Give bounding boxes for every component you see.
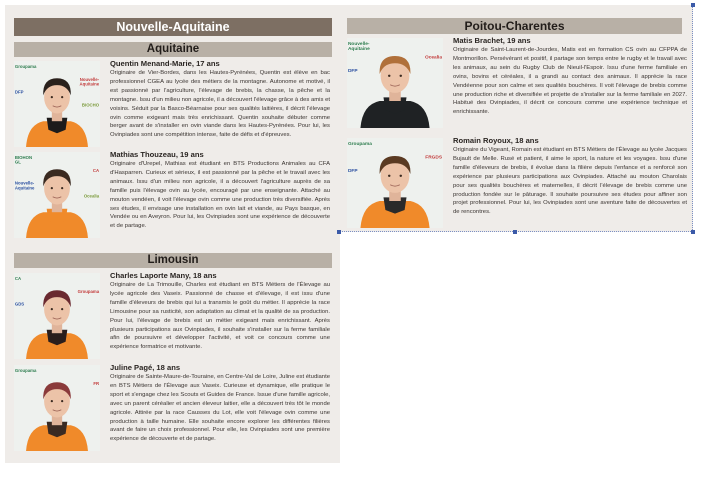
sponsor-logo: BIOHON GL <box>14 154 33 165</box>
portrait-photo <box>14 365 100 451</box>
sponsor-logo: Nouvelle-Aquitaine <box>14 180 35 191</box>
sponsor-logo: CA <box>14 275 22 281</box>
profile-bio: Originaire d'Urepel, Mathias est étudiant en BTS Productions Animales au CFA d'Hasparren. Curieux et sérieux, il est passionné par la pêche et le travail avec les animaux. Issu d'un milieu non agricole, il a découvert l'agriculture auprès de sa famille puis l'élevage ovin au lycée, encouragé par une enseignante. Attaché au mouton vendéen, il voit l'élevage ovin comme une production très diversifiée. Après ses études, il envisage une installation en ovin lait et viande, au Pays basque, en Vendée ou en Aveyron. Pour lui, les Ovinpiades sont une expérience de découverte et de partage. <box>110 161 330 230</box>
resize-handle[interactable] <box>691 3 695 7</box>
profile-bio: Originaire du Vigeant, Romain est étudiant en BTS Métiers de l'Élevage au lycée Jacques Bujault de Melle. Rusé et patient, il aime le sport, la nature et les voyages. Issu d'une famille d'éleveurs de brebis, il évolue dans la filière depuis l'enfance et a renforcé son expérience par plusieurs participations aux Ovinpiades. Attaché au mouton Charolais pour ses qualités bouchères et maternelles, il décrit l'élevage de brebis comme une production fondée sur le pâturage. Il souhaite poursuivre ses études pour affiner son projet professionnel. Pour lui, les Ovinpiades sont une aventure faite de découvertes et de rencontres. <box>453 147 687 216</box>
portrait-photo <box>14 273 100 359</box>
section-header-aquitaine: Aquitaine <box>14 42 332 57</box>
profile-name: Juline Pagé, 18 ans <box>110 363 181 372</box>
portrait-illustration <box>14 61 100 147</box>
profile-bio: Originaire de Vier-Bordes, dans les Hautes-Pyrénées, Quentin est élève en bac professionnel CGEA au lycée des métiers de la montagne. Autonome et motivé, il est passionné par l'agriculture, l'élevage de brebis, la chasse, la pêche et la montagne. Issu d'un milieu non agricole, il a découvert l'élevage grâce à des amis et voisins. Séduit par la Basco-Béarnaise pour ses qualités laitières, il décrit l'élevage ovin comme exigeant mais très enrichissant. Quentin souhaite débuter comme berger avant de s'installer en ovin viande dans les Hautes-Pyrénées. Pour lui, les Ovinpiades sont une compétition intense, faite de défis et d'épreuves. <box>110 70 330 139</box>
resize-handle[interactable] <box>691 230 695 234</box>
sponsor-logo: Groupama <box>77 288 100 294</box>
sponsor-logo: DFP <box>14 89 24 95</box>
resize-handle[interactable] <box>337 230 341 234</box>
sponsor-logo: Groupama <box>14 367 37 373</box>
nouvelle-aquitaine-panel <box>5 5 340 463</box>
section-header-limousin: Limousin <box>14 253 332 268</box>
portrait-illustration <box>14 152 100 238</box>
sponsor-logo: Groupama <box>347 141 372 147</box>
sponsor-logo: DFP <box>347 68 358 74</box>
portrait-illustration <box>14 273 100 359</box>
sponsor-logo: Groupama <box>14 63 37 69</box>
profile-name: Quentin Menand-Marie, 17 ans <box>110 59 220 68</box>
sponsor-logo: FR <box>93 380 100 386</box>
portrait-illustration <box>347 38 443 128</box>
sponsor-logo: Nouvelle-Aquitaine <box>347 41 370 52</box>
profile-name: Mathias Thouzeau, 19 ans <box>110 150 204 159</box>
portrait-photo <box>14 61 100 147</box>
sponsor-logo: Ocealia <box>83 193 100 199</box>
profile-name: Charles Laporte Many, 18 ans <box>110 271 217 280</box>
profile-name: Romain Royoux, 18 ans <box>453 136 539 145</box>
resize-handle[interactable] <box>513 230 517 234</box>
portrait-illustration <box>347 138 443 228</box>
portrait-illustration <box>14 365 100 451</box>
sponsor-logo: Nouvelle-Aquitaine <box>79 76 100 87</box>
sponsor-logo: DFP <box>347 168 358 174</box>
profile-bio: Originaire de Sainte-Maure-de-Touraine, en Centre-Val de Loire, Juline est étudiante en BTS Métiers de l'Élevage aux Vaseix. Curieuse et dynamique, elle pratique le sport et s'engage chez les Scouts et Guides de France. Issue d'une famille agricole, avec un parent céréalier et ancien éleveur laitier, elle a découvert très tôt le monde agricole. Attirée par la race Causses du Lot, elle voit l'élevage ovin comme une production à taille humaine. Elle souhaite encore explorer les différentes filières avant de faire un choix professionnel. Pour elle, les Ovinpiades sont une première expérience de découverte et de partage. <box>110 374 330 443</box>
profile-name: Matis Brachet, 19 ans <box>453 36 531 45</box>
region-header: Nouvelle-Aquitaine <box>14 18 332 36</box>
profile-bio: Originaire de Saint-Laurent-de-Jourdes, Matis est en formation CS ovin au CFPPA de Montmorillon. Persévérant et positif, il partage son temps entre le rugby et le travail avec les animaux, au sein du Rugby Club de Nieuil-l'Espoir. Issu d'une ferme familiale en ovins, bovins et céréales, il a grandi au contact des animaux. Il apprécie la race Vendéenne pour son calme et ses qualités bouchères. Il voit l'élevage de brebis comme une production riche et diversifiée et projette de s'installer sur la ferme familiale en 2027. Habitué des Ovinpiades, il décrit ce concours comme une expérience technique et enrichissante. <box>453 47 687 116</box>
sponsor-logo: Ocealia <box>425 54 443 60</box>
sponsor-logo: BIOCHO <box>81 102 100 108</box>
poitou-charentes-panel[interactable] <box>340 5 693 232</box>
section-header-poitou-charentes: Poitou-Charentes <box>347 18 682 34</box>
portrait-photo <box>347 138 443 228</box>
sponsor-logo: CA <box>92 167 100 173</box>
portrait-photo <box>347 38 443 128</box>
sponsor-logo: FRGDS <box>425 154 443 160</box>
portrait-photo <box>14 152 100 238</box>
sponsor-logo: GDS <box>14 301 25 307</box>
profile-bio: Originaire de La Trimouille, Charles est étudiant en BTS Métiers de l'Élevage au lycée agricole des Vaseix. Passionné de chasse et d'élevage, il est issu d'une famille d'éleveurs de brebis qui lui a transmis le goût du métier. Il apprécie la race Limousine pour sa rusticité, son adaptation au climat et la qualité de sa production. Pour lui, l'élevage de brebis est un métier exigeant mais enrichissant. Après plusieurs participations aux Ovinpiades, il souhaite s'installer sur la ferme familiale afin de poursuivre et développer l'activité, et voit ce concours comme une expérience formatrice et motivante. <box>110 282 330 351</box>
